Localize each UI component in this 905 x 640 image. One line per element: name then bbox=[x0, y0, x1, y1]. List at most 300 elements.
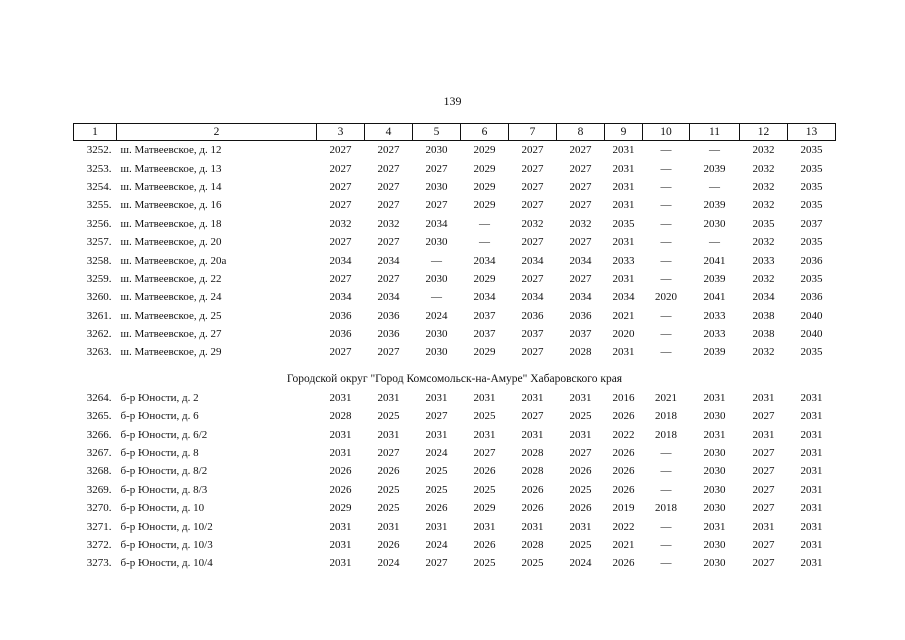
year-cell: 2031 bbox=[329, 520, 352, 533]
year-cell: 2034 bbox=[473, 254, 496, 267]
table-row bbox=[74, 554, 836, 572]
row-number: 3254. bbox=[86, 180, 112, 193]
year-cell: 2035 bbox=[800, 272, 823, 285]
year-cell: 2026 bbox=[569, 502, 592, 515]
year-cell: 2027 bbox=[752, 502, 775, 515]
table-row bbox=[74, 325, 836, 343]
year-cell: 2031 bbox=[425, 428, 448, 441]
year-cell: 2026 bbox=[377, 465, 400, 478]
year-cell: 2027 bbox=[521, 236, 544, 249]
address-cell: ш. Матвеевское, д. 27 bbox=[120, 328, 222, 341]
year-cell: 2029 bbox=[473, 502, 496, 515]
year-cell: 2031 bbox=[425, 391, 448, 404]
year-cell: 2031 bbox=[800, 539, 823, 551]
year-cell: 2027 bbox=[752, 483, 775, 496]
year-cell: 2032 bbox=[752, 346, 775, 359]
column-header: 11 bbox=[690, 124, 740, 141]
year-cell: 2034 bbox=[521, 254, 544, 267]
year-cell: 2031 bbox=[800, 410, 823, 423]
year-cell: 2027 bbox=[473, 447, 496, 460]
year-cell: 2025 bbox=[569, 483, 592, 496]
year-cell: 2032 bbox=[752, 272, 775, 285]
year-cell: 2027 bbox=[377, 180, 400, 193]
address-cell: ш. Матвеевское, д. 22 bbox=[120, 272, 222, 285]
year-cell: 2027 bbox=[569, 447, 592, 460]
column-header: 12 bbox=[740, 124, 788, 141]
address-cell: б-р Юности, д. 8/2 bbox=[120, 465, 208, 478]
year-cell: 2027 bbox=[329, 272, 352, 285]
year-cell: 2030 bbox=[703, 539, 726, 551]
year-cell: 2031 bbox=[800, 428, 823, 441]
year-cell: 2029 bbox=[329, 502, 352, 515]
year-cell: 2025 bbox=[377, 502, 400, 515]
row-number: 3270. bbox=[86, 502, 112, 515]
row-number: 3258. bbox=[86, 254, 112, 267]
year-cell: 2027 bbox=[752, 539, 775, 551]
year-cell: 2025 bbox=[473, 410, 496, 423]
year-cell: 2021 bbox=[655, 391, 677, 404]
table-row bbox=[74, 517, 836, 535]
table-row bbox=[74, 251, 836, 269]
year-cell: 2031 bbox=[329, 539, 352, 551]
year-cell: 2030 bbox=[425, 144, 448, 157]
year-cell: 2039 bbox=[703, 162, 726, 175]
year-cell: — bbox=[660, 309, 672, 322]
year-cell: 2036 bbox=[521, 309, 544, 322]
table-row bbox=[74, 270, 836, 288]
year-cell: 2035 bbox=[800, 346, 823, 359]
year-cell: 2028 bbox=[521, 447, 544, 460]
year-cell: 2031 bbox=[612, 144, 635, 157]
year-cell: 2028 bbox=[521, 539, 544, 551]
year-cell: 2037 bbox=[569, 328, 592, 341]
table-row bbox=[74, 499, 836, 517]
year-cell: 2030 bbox=[425, 346, 448, 359]
year-cell: 2030 bbox=[703, 410, 726, 423]
year-cell: 2027 bbox=[329, 180, 352, 193]
address-cell: б-р Юности, д. 10/3 bbox=[120, 539, 213, 551]
table-row bbox=[74, 444, 836, 462]
year-cell: 2027 bbox=[329, 144, 352, 157]
year-cell: 2031 bbox=[800, 391, 823, 404]
year-cell: 2030 bbox=[703, 217, 726, 230]
address-cell: ш. Матвеевское, д. 16 bbox=[120, 199, 222, 212]
address-cell: б-р Юности, д. 6 bbox=[120, 410, 199, 423]
year-cell: 2027 bbox=[377, 236, 400, 249]
year-cell: 2027 bbox=[377, 144, 400, 157]
year-cell: 2032 bbox=[752, 144, 775, 157]
year-cell: — bbox=[709, 236, 720, 249]
year-cell: — bbox=[660, 447, 672, 460]
year-cell: 2031 bbox=[752, 428, 775, 441]
address-cell: б-р Юности, д. 6/2 bbox=[120, 428, 208, 441]
year-cell: 2036 bbox=[377, 309, 400, 322]
year-cell: 2022 bbox=[612, 428, 635, 441]
address-cell: б-р Юности, д. 10 bbox=[120, 502, 205, 515]
year-cell: 2037 bbox=[800, 217, 823, 230]
year-cell: 2027 bbox=[569, 162, 592, 175]
year-cell: 2026 bbox=[329, 465, 352, 478]
year-cell: 2030 bbox=[703, 502, 726, 515]
row-number: 3273. bbox=[86, 557, 112, 570]
table-row bbox=[74, 141, 836, 160]
year-cell: 2027 bbox=[521, 272, 544, 285]
table-row bbox=[74, 178, 836, 196]
year-cell: 2026 bbox=[377, 539, 400, 551]
year-cell: 2027 bbox=[569, 236, 592, 249]
year-cell: 2031 bbox=[329, 557, 352, 570]
year-cell: 2041 bbox=[703, 291, 726, 304]
row-number: 3252. bbox=[86, 144, 112, 157]
year-cell: 2021 bbox=[612, 539, 635, 551]
year-cell: 2030 bbox=[425, 272, 448, 285]
year-cell: 2024 bbox=[425, 539, 448, 551]
year-cell: — bbox=[660, 520, 672, 533]
year-cell: 2034 bbox=[569, 254, 592, 267]
year-cell: 2031 bbox=[521, 428, 544, 441]
year-cell: 2027 bbox=[521, 162, 544, 175]
year-cell: 2029 bbox=[473, 199, 496, 212]
year-cell: 2026 bbox=[612, 483, 635, 496]
year-cell: 2032 bbox=[521, 217, 544, 230]
year-cell: 2027 bbox=[377, 447, 400, 460]
year-cell: 2027 bbox=[521, 144, 544, 157]
year-cell: 2031 bbox=[329, 447, 352, 460]
year-cell: 2032 bbox=[329, 217, 352, 230]
year-cell: 2031 bbox=[800, 557, 823, 570]
year-cell: 2029 bbox=[473, 144, 496, 157]
year-cell: 2025 bbox=[569, 410, 592, 423]
column-header: 5 bbox=[413, 124, 461, 141]
year-cell: 2031 bbox=[612, 180, 635, 193]
year-cell: 2031 bbox=[800, 465, 823, 478]
year-cell: 2024 bbox=[377, 557, 400, 570]
year-cell: 2025 bbox=[569, 539, 592, 551]
table-row bbox=[74, 215, 836, 233]
year-cell: — bbox=[660, 483, 672, 496]
year-cell: 2027 bbox=[521, 346, 544, 359]
year-cell: 2025 bbox=[377, 410, 400, 423]
year-cell: 2027 bbox=[425, 410, 448, 423]
year-cell: 2037 bbox=[521, 328, 544, 341]
year-cell: 2036 bbox=[569, 309, 592, 322]
year-cell: 2026 bbox=[329, 483, 352, 496]
year-cell: 2029 bbox=[473, 180, 496, 193]
year-cell: 2027 bbox=[329, 236, 352, 249]
row-number: 3256. bbox=[86, 217, 112, 230]
year-cell: 2026 bbox=[473, 465, 496, 478]
year-cell: 2027 bbox=[425, 557, 448, 570]
column-header: 1 bbox=[74, 124, 117, 141]
row-number: 3263. bbox=[86, 346, 112, 359]
row-number: 3264. bbox=[86, 391, 112, 404]
table-row bbox=[74, 481, 836, 499]
year-cell: 2031 bbox=[703, 391, 726, 404]
year-cell: 2027 bbox=[752, 465, 775, 478]
year-cell: 2030 bbox=[703, 447, 726, 460]
year-cell: 2035 bbox=[752, 217, 775, 230]
year-cell: 2019 bbox=[612, 502, 635, 515]
year-cell: 2027 bbox=[752, 557, 775, 570]
address-cell: б-р Юности, д. 10/4 bbox=[120, 557, 213, 570]
address-cell: ш. Матвеевское, д. 13 bbox=[120, 162, 222, 175]
table-row bbox=[74, 425, 836, 443]
year-cell: 2026 bbox=[473, 539, 496, 551]
year-cell: 2027 bbox=[752, 410, 775, 423]
year-cell: 2029 bbox=[473, 162, 496, 175]
year-cell: 2030 bbox=[703, 557, 726, 570]
year-cell: 2036 bbox=[329, 309, 352, 322]
column-header: 4 bbox=[365, 124, 413, 141]
year-cell: 2040 bbox=[800, 309, 823, 322]
year-cell: 2032 bbox=[752, 199, 775, 212]
year-cell: 2039 bbox=[703, 272, 726, 285]
year-cell: — bbox=[660, 162, 672, 175]
year-cell: 2027 bbox=[521, 180, 544, 193]
row-number: 3267. bbox=[86, 447, 112, 460]
year-cell: — bbox=[660, 272, 672, 285]
year-cell: 2029 bbox=[473, 346, 496, 359]
year-cell: 2031 bbox=[521, 391, 544, 404]
year-cell: 2027 bbox=[377, 199, 400, 212]
year-cell: 2026 bbox=[612, 465, 635, 478]
year-cell: 2035 bbox=[800, 199, 823, 212]
year-cell: 2033 bbox=[703, 328, 726, 341]
year-cell: 2035 bbox=[612, 217, 635, 230]
year-cell: 2026 bbox=[612, 447, 635, 460]
column-header: 13 bbox=[788, 124, 836, 141]
row-number: 3261. bbox=[86, 309, 112, 322]
year-cell: 2031 bbox=[612, 346, 635, 359]
year-cell: 2027 bbox=[329, 199, 352, 212]
year-cell: 2031 bbox=[329, 428, 352, 441]
year-cell: 2034 bbox=[521, 291, 544, 304]
year-cell: 2041 bbox=[703, 254, 726, 267]
year-cell: 2035 bbox=[800, 236, 823, 249]
column-header: 9 bbox=[605, 124, 643, 141]
year-cell: 2027 bbox=[569, 272, 592, 285]
table-row bbox=[74, 407, 836, 425]
column-header: 10 bbox=[643, 124, 690, 141]
year-cell: 2025 bbox=[521, 557, 544, 570]
table-row bbox=[74, 196, 836, 214]
year-cell: 2027 bbox=[329, 162, 352, 175]
year-cell: 2031 bbox=[612, 236, 635, 249]
year-cell: 2040 bbox=[800, 328, 823, 341]
year-cell: 2031 bbox=[752, 391, 775, 404]
year-cell: 2036 bbox=[800, 291, 823, 304]
section-title: Городской округ "Город Комсомольск-на-Амуре" Хабаровского края bbox=[286, 372, 623, 385]
year-cell: — bbox=[660, 328, 672, 341]
table-row bbox=[74, 307, 836, 325]
year-cell: 2031 bbox=[703, 428, 726, 441]
table-row bbox=[74, 536, 836, 554]
year-cell: — bbox=[660, 217, 672, 230]
address-cell: ш. Матвеевское, д. 20а bbox=[120, 254, 227, 267]
year-cell: 2027 bbox=[329, 346, 352, 359]
year-cell: 2027 bbox=[425, 162, 448, 175]
year-cell: 2026 bbox=[521, 483, 544, 496]
year-cell: 2031 bbox=[703, 520, 726, 533]
year-cell: 2031 bbox=[377, 428, 400, 441]
year-cell: 2032 bbox=[377, 217, 400, 230]
year-cell: — bbox=[709, 144, 720, 157]
table-row bbox=[74, 233, 836, 251]
year-cell: 2028 bbox=[329, 410, 352, 423]
year-cell: 2031 bbox=[800, 447, 823, 460]
year-cell: 2031 bbox=[800, 502, 823, 515]
year-cell: 2037 bbox=[473, 328, 496, 341]
year-cell: 2032 bbox=[569, 217, 592, 230]
year-cell: — bbox=[660, 539, 672, 551]
row-number: 3271. bbox=[86, 520, 112, 533]
year-cell: 2035 bbox=[800, 180, 823, 193]
year-cell: — bbox=[660, 199, 672, 212]
address-cell: ш. Матвеевское, д. 18 bbox=[120, 217, 222, 230]
year-cell: 2031 bbox=[569, 520, 592, 533]
year-cell: 2030 bbox=[425, 236, 448, 249]
year-cell: — bbox=[431, 254, 442, 267]
column-header: 8 bbox=[557, 124, 605, 141]
year-cell: 2016 bbox=[612, 391, 635, 404]
year-cell: 2038 bbox=[752, 328, 775, 341]
year-cell: 2031 bbox=[612, 199, 635, 212]
year-cell: 2024 bbox=[425, 309, 448, 322]
row-number: 3266. bbox=[86, 428, 112, 441]
year-cell: 2025 bbox=[473, 557, 496, 570]
year-cell: 2027 bbox=[377, 346, 400, 359]
year-cell: — bbox=[660, 557, 672, 570]
year-cell: 2032 bbox=[752, 180, 775, 193]
address-cell: ш. Матвеевское, д. 29 bbox=[120, 346, 222, 359]
year-cell: — bbox=[660, 254, 672, 267]
section-2-rows bbox=[74, 389, 836, 573]
section-1-rows bbox=[74, 141, 836, 362]
row-number: 3255. bbox=[86, 199, 112, 212]
year-cell: 2034 bbox=[473, 291, 496, 304]
year-cell: 2031 bbox=[569, 391, 592, 404]
year-cell: — bbox=[660, 144, 672, 157]
column-header: 2 bbox=[117, 124, 317, 141]
table-row bbox=[74, 389, 836, 407]
year-cell: 2025 bbox=[377, 483, 400, 496]
year-cell: 2034 bbox=[377, 291, 400, 304]
row-number: 3262. bbox=[86, 328, 112, 341]
column-header-row bbox=[74, 124, 836, 141]
address-cell: б-р Юности, д. 8 bbox=[120, 447, 199, 460]
year-cell: 2039 bbox=[703, 346, 726, 359]
year-cell: 2034 bbox=[377, 254, 400, 267]
year-cell: 2026 bbox=[521, 502, 544, 515]
year-cell: 2033 bbox=[703, 309, 726, 322]
year-cell: 2022 bbox=[612, 520, 635, 533]
year-cell: — bbox=[660, 236, 672, 249]
table-row bbox=[74, 343, 836, 361]
year-cell: 2036 bbox=[329, 328, 352, 341]
column-header: 7 bbox=[509, 124, 557, 141]
row-number: 3257. bbox=[86, 236, 112, 249]
year-cell: 2027 bbox=[569, 199, 592, 212]
year-cell: 2036 bbox=[377, 328, 400, 341]
column-header: 6 bbox=[461, 124, 509, 141]
year-cell: 2038 bbox=[752, 309, 775, 322]
year-cell: 2030 bbox=[425, 180, 448, 193]
year-cell: 2025 bbox=[425, 483, 448, 496]
year-cell: 2031 bbox=[612, 272, 635, 285]
year-cell: 2035 bbox=[800, 144, 823, 157]
year-cell: 2027 bbox=[521, 410, 544, 423]
year-cell: 2024 bbox=[569, 557, 592, 570]
year-cell: 2021 bbox=[612, 309, 635, 322]
year-cell: 2020 bbox=[612, 328, 635, 341]
year-cell: — bbox=[479, 217, 490, 230]
year-cell: — bbox=[660, 465, 672, 478]
year-cell: 2028 bbox=[569, 346, 592, 359]
year-cell: 2031 bbox=[473, 391, 496, 404]
year-cell: 2032 bbox=[752, 236, 775, 249]
table-row bbox=[74, 288, 836, 306]
year-cell: 2028 bbox=[521, 465, 544, 478]
year-cell: 2018 bbox=[655, 410, 677, 423]
table-row bbox=[74, 462, 836, 480]
year-cell: 2032 bbox=[752, 162, 775, 175]
year-cell: — bbox=[479, 236, 490, 249]
address-cell: б-р Юности, д. 10/2 bbox=[120, 520, 213, 533]
row-number: 3269. bbox=[86, 483, 112, 496]
row-number: 3265. bbox=[86, 410, 112, 423]
year-cell: 2031 bbox=[569, 428, 592, 441]
year-cell: 2026 bbox=[612, 557, 635, 570]
table-row bbox=[74, 159, 836, 177]
year-cell: 2027 bbox=[521, 199, 544, 212]
year-cell: 2029 bbox=[473, 272, 496, 285]
year-cell: 2037 bbox=[473, 309, 496, 322]
year-cell: 2031 bbox=[800, 483, 823, 496]
year-cell: 2034 bbox=[752, 291, 775, 304]
address-cell: ш. Матвеевское, д. 14 bbox=[120, 180, 222, 193]
year-cell: 2036 bbox=[800, 254, 823, 267]
row-number: 3268. bbox=[86, 465, 112, 478]
year-cell: 2031 bbox=[473, 428, 496, 441]
row-number: 3272. bbox=[86, 539, 112, 551]
year-cell: — bbox=[709, 180, 720, 193]
year-cell: 2026 bbox=[425, 502, 448, 515]
row-number: 3253. bbox=[86, 162, 112, 175]
year-cell: 2031 bbox=[521, 520, 544, 533]
year-cell: 2025 bbox=[473, 483, 496, 496]
year-cell: 2031 bbox=[329, 391, 352, 404]
year-cell: 2033 bbox=[612, 254, 635, 267]
section-heading-row bbox=[74, 362, 836, 389]
page-number: 139 bbox=[443, 94, 462, 108]
year-cell: 2030 bbox=[703, 465, 726, 478]
year-cell: 2027 bbox=[569, 144, 592, 157]
row-number: 3259. bbox=[86, 272, 112, 285]
year-cell: 2030 bbox=[703, 483, 726, 496]
address-cell: б-р Юности, д. 8/3 bbox=[120, 483, 208, 496]
address-cell: ш. Матвеевское, д. 12 bbox=[120, 144, 222, 157]
address-cell: б-р Юности, д. 2 bbox=[120, 391, 199, 404]
address-cell: ш. Матвеевское, д. 20 bbox=[120, 236, 222, 249]
year-cell: 2026 bbox=[612, 410, 635, 423]
year-cell: 2034 bbox=[425, 217, 448, 230]
year-cell: 2031 bbox=[377, 520, 400, 533]
year-cell: 2018 bbox=[655, 428, 677, 441]
year-cell: 2034 bbox=[329, 291, 352, 304]
schedule-table bbox=[73, 123, 836, 573]
year-cell: 2030 bbox=[425, 328, 448, 341]
year-cell: — bbox=[660, 180, 672, 193]
